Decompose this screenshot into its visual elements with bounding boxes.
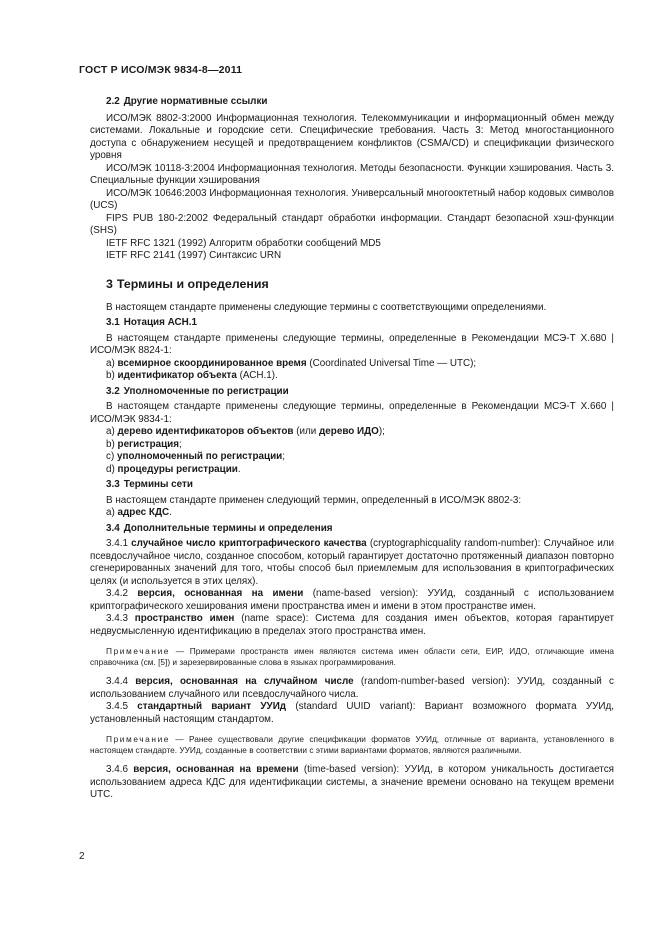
list-item: b) регистрация; <box>106 438 182 450</box>
reference-item: ИСО/МЭК 8802-3:2000 Информационная технология. Телекоммуникации и информационный обмен между системами. Локальные и городские сети. Специфические требования. Часть 3: Метод многостанционного доступа с обнаружением несущей и предотвращением конфликтов (CSMA/CD) и спецификации физического уровня <box>90 112 614 161</box>
list-item: b) идентификатор объекта (АСН.1). <box>106 370 278 381</box>
section-heading-3-1: 3.1 Нотация АСН.1 <box>106 317 198 328</box>
reference-item: FIPS PUB 180-2:2002 Федеральный стандарт обработки информации. Стандарт безопасной хэш-функции (SHS) <box>90 212 614 236</box>
term-definition: 3.4.4 версия, основанная на случайном числе (random-number-based version): УУИд, созданный с использованием случайного или псевдослучайного числа. <box>90 676 614 700</box>
note: Примечание — Примерами пространств имен являются система имен области сети, ЕИР, ИДО, отличающие имена справочника (см. [5]) и зарезервированные слова в языках программирования. <box>90 646 614 667</box>
list-item: c) уполномоченный по регистрации; <box>106 451 285 462</box>
section-heading-2-2: 2.2 Другие нормативные ссылки <box>106 96 268 107</box>
reference-item: IETF RFC 1321 (1992) Алгоритм обработки сообщений MD5 <box>106 237 381 249</box>
section-heading-3-3: 3.3 Термины сети <box>106 479 193 490</box>
term-definition: 3.4.2 версия, основанная на имени (name-based version): УУИд, созданный с использованием криптографического хеширования имени пространства имен и имени в этом пространстве имен. <box>90 588 614 612</box>
term-definition: 3.4.6 версия, основанная на времени (time-based version): УУИд, в котором уникальность достигается использованием адреса КДС для идентификации системы, а значение времени основано на текущем времени UTC. <box>90 764 614 800</box>
page-number: 2 <box>79 851 85 862</box>
reference-item: ИСО/МЭК 10118-3:2004 Информационная технология. Методы безопасности. Функции хэширования. Часть 3. Специальные функции хэширования <box>90 162 614 186</box>
list-item: a) адрес КДС. <box>106 507 172 518</box>
section-3-intro: В настоящем стандарте применены следующие термины с соответствующими определениями. <box>106 301 547 313</box>
section-heading-3: 3 Термины и определения <box>106 276 269 291</box>
list-item: d) процедуры регистрации. <box>106 463 241 475</box>
section-3-1-intro: В настоящем стандарте применены следующие термины, определенные в Рекомендации МСЭ-Т X.680 | ИСО/МЭК 8824-1: <box>90 332 614 356</box>
section-3-2-intro: В настоящем стандарте применены следующие термины, определенные в Рекомендации МСЭ-Т X.660 | ИСО/МЭК 9834-1: <box>90 401 614 425</box>
section-3-3-intro: В настоящем стандарте применен следующий термин, определенный в ИСО/МЭК 8802-3: <box>106 494 522 506</box>
note: Примечание — Ранее существовали другие спецификации форматов УУИд, отличные от варианта, установленного в настоящем стандарте. УУИд, созданные в соответствии с этими вариантами форматов, являются различными. <box>90 734 614 755</box>
reference-item: ИСО/МЭК 10646:2003 Информационная технология. Универсальный многооктетный набор кодовых символов (UCS) <box>90 187 614 211</box>
term-definition: 3.4.3 пространство имен (name space): Система для создания имен объектов, которая гарантирует недвусмысленную идентификацию в пределах этого пространства имен. <box>90 613 615 637</box>
term-definition: 3.4.1 случайное число криптографического качества (cryptographicquality random-number): Случайное или псевдослучайное число, созданное способом, который гарантирует достаточно протяженный диапазон повторно сгенерированных значений для того, чтобы способ был приемлемым для использования в криптографических целях (и используется в этих целях). <box>90 538 615 587</box>
document-body <box>90 96 614 802</box>
list-item: a) всемирное скоординированное время (Coordinated Universal Time — UTC); <box>106 357 477 369</box>
section-heading-3-2: 3.2 Уполномоченные по регистрации <box>106 385 289 397</box>
section-heading-3-4: 3.4 Дополнительные термины и определения <box>106 522 333 534</box>
list-item: a) дерево идентификаторов объектов (или дерево ИДО); <box>106 426 385 437</box>
term-definition: 3.4.5 стандартный вариант УУИд (standard UUID variant): Вариант возможного формата УУИд, установленный настоящим стандартом. <box>90 701 615 725</box>
reference-item: IETF RFC 2141 (1997) Синтаксис URN <box>106 250 282 261</box>
document-header: ГОСТ Р ИСО/МЭК 9834-8—2011 <box>79 64 243 76</box>
